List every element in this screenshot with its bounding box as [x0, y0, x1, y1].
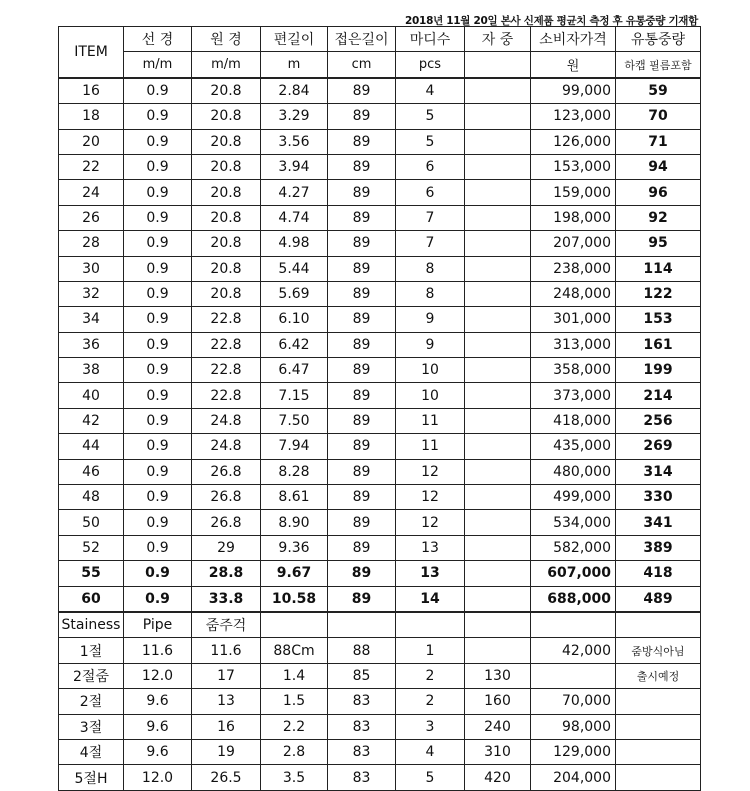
table-row	[59, 129, 701, 154]
cell-fold: 83	[328, 765, 396, 790]
cell-fold: 83	[328, 739, 396, 764]
cell-item: 50	[59, 510, 124, 535]
cell-dia: 17	[192, 663, 261, 688]
cell-price: 204,000	[531, 765, 616, 790]
header-folded: 접은길이	[328, 27, 396, 52]
header-item: ITEM	[59, 27, 124, 78]
cell-len: 8.28	[261, 459, 328, 484]
cell-weight: 96	[616, 180, 701, 205]
table-row	[59, 358, 701, 383]
cell-sec: 13	[396, 561, 465, 586]
unit-weight: 하캡 필름포함	[616, 52, 701, 78]
cell-wire: 9.6	[124, 714, 192, 739]
cell-fold: 89	[328, 180, 396, 205]
table-row	[59, 714, 701, 739]
cell-fold: 89	[328, 358, 396, 383]
cell-weight	[616, 765, 701, 790]
cell-dia: 20.8	[192, 256, 261, 281]
cell-sec: 4	[396, 78, 465, 104]
cell-item: 52	[59, 535, 124, 560]
cell-dia: 26.8	[192, 459, 261, 484]
cell-weight: 199	[616, 358, 701, 383]
cell-price: 248,000	[531, 281, 616, 306]
cell-item: 36	[59, 332, 124, 357]
cell-sec: 9	[396, 307, 465, 332]
cell-sec: 5	[396, 104, 465, 129]
cell-sec: 5	[396, 765, 465, 790]
table-row	[59, 383, 701, 408]
cell-self	[465, 129, 531, 154]
table-row	[59, 689, 701, 714]
unit-sections: pcs	[396, 52, 465, 78]
cell-wire: 0.9	[124, 408, 192, 433]
cell-self	[465, 307, 531, 332]
cell-sec: 10	[396, 383, 465, 408]
cell-len: 1.4	[261, 663, 328, 688]
cell-wire: 0.9	[124, 129, 192, 154]
cell-sec: 9	[396, 332, 465, 357]
cell-len: 9.67	[261, 561, 328, 586]
cell-price: 499,000	[531, 485, 616, 510]
cell-self: 240	[465, 714, 531, 739]
cell-self	[465, 535, 531, 560]
cell-item: 1절	[59, 638, 124, 663]
cell-price: 126,000	[531, 129, 616, 154]
cell-self	[465, 561, 531, 586]
cell-weight: 92	[616, 205, 701, 230]
cell-price: 688,000	[531, 586, 616, 612]
cell-weight: 214	[616, 383, 701, 408]
cell-item: 44	[59, 434, 124, 459]
cell-item: 20	[59, 129, 124, 154]
cell-len: 88Cm	[261, 638, 328, 663]
cell-wire: 0.9	[124, 307, 192, 332]
table-row	[59, 256, 701, 281]
cell-item: 38	[59, 358, 124, 383]
cell-price: 607,000	[531, 561, 616, 586]
cell-self	[465, 510, 531, 535]
cell-item: 2절	[59, 689, 124, 714]
unit-dia: m/m	[192, 52, 261, 78]
cell-price: 129,000	[531, 739, 616, 764]
cell-item: 16	[59, 78, 124, 104]
cell-wire: 0.9	[124, 383, 192, 408]
cell-price: 301,000	[531, 307, 616, 332]
cell-price: 373,000	[531, 383, 616, 408]
cell-self	[465, 332, 531, 357]
cell-weight: 418	[616, 561, 701, 586]
cell-weight: 330	[616, 485, 701, 510]
unit-folded: cm	[328, 52, 396, 78]
table-row	[59, 459, 701, 484]
cell-weight	[616, 714, 701, 739]
cell-dia: 26.8	[192, 485, 261, 510]
cell-weight: 489	[616, 586, 701, 612]
cell-weight: 70	[616, 104, 701, 129]
cell-fold: 89	[328, 535, 396, 560]
cell-weight: 314	[616, 459, 701, 484]
cell-wire: 0.9	[124, 586, 192, 612]
cell-weight	[616, 689, 701, 714]
cell-item: 42	[59, 408, 124, 433]
cell-self	[465, 281, 531, 306]
cell-dia: 28.8	[192, 561, 261, 586]
cell-weight: 122	[616, 281, 701, 306]
cell-weight: 256	[616, 408, 701, 433]
cell-price: 42,000	[531, 638, 616, 663]
cell-len: 3.29	[261, 104, 328, 129]
table-row	[59, 78, 701, 104]
cell-dia: 20.8	[192, 78, 261, 104]
cell-self	[465, 408, 531, 433]
cell-sec: 7	[396, 231, 465, 256]
cell-sec: 6	[396, 154, 465, 179]
cell-dia: 24.8	[192, 408, 261, 433]
cell-item: 60	[59, 586, 124, 612]
cell-dia: 22.8	[192, 383, 261, 408]
cell-dia: 22.8	[192, 332, 261, 357]
table-row	[59, 638, 701, 663]
cell-price	[531, 663, 616, 688]
cell-dia: 13	[192, 689, 261, 714]
cell-item: 24	[59, 180, 124, 205]
cell-self	[465, 459, 531, 484]
cell-item: 32	[59, 281, 124, 306]
cell-len: 6.47	[261, 358, 328, 383]
cell-len: 1.5	[261, 689, 328, 714]
cell-fold: 89	[328, 154, 396, 179]
unit-price: 원	[531, 52, 616, 78]
cell-dia: 20.8	[192, 154, 261, 179]
cell-len: 10.58	[261, 586, 328, 612]
cell-wire: 0.9	[124, 535, 192, 560]
cell-dia: 22.8	[192, 307, 261, 332]
cell-fold: 89	[328, 129, 396, 154]
cell-self	[465, 205, 531, 230]
cell-price: 313,000	[531, 332, 616, 357]
cell-self	[465, 434, 531, 459]
cell-dia: 20.8	[192, 281, 261, 306]
unit-wire: m/m	[124, 52, 192, 78]
cell-sec: 7	[396, 205, 465, 230]
cell-weight: 59	[616, 78, 701, 104]
cell-fold: 88	[328, 638, 396, 663]
header-dia: 원 경	[192, 27, 261, 52]
cell-self	[465, 256, 531, 281]
cell-len: 5.44	[261, 256, 328, 281]
cell-fold: 89	[328, 459, 396, 484]
cell-len: 4.74	[261, 205, 328, 230]
cell-wire: 0.9	[124, 78, 192, 104]
table-row	[59, 307, 701, 332]
table-row	[59, 663, 701, 688]
cell-dia: 20.8	[192, 104, 261, 129]
cell-wire: 0.9	[124, 485, 192, 510]
cell-price: 159,000	[531, 180, 616, 205]
cell-len: 7.94	[261, 434, 328, 459]
cell-sec: 14	[396, 586, 465, 612]
table-row	[59, 586, 701, 612]
table-row	[59, 205, 701, 230]
header-sections: 마디수	[396, 27, 465, 52]
cell-fold: 83	[328, 689, 396, 714]
cell-fold: 89	[328, 231, 396, 256]
cell-fold: 89	[328, 586, 396, 612]
cell-sec: 3	[396, 714, 465, 739]
cell-sec: 2	[396, 689, 465, 714]
cell-fold: 89	[328, 383, 396, 408]
cell-len: 2.8	[261, 739, 328, 764]
cell-self	[465, 383, 531, 408]
cell-weight: 출시예정	[616, 663, 701, 688]
cell-item: 40	[59, 383, 124, 408]
cell-wire: 0.9	[124, 510, 192, 535]
cell-wire: 0.9	[124, 281, 192, 306]
cell-sec: 13	[396, 535, 465, 560]
cell-sec: 4	[396, 739, 465, 764]
table-row	[59, 434, 701, 459]
stainless-label: Stainess	[59, 612, 124, 638]
cell-wire: 12.0	[124, 663, 192, 688]
cell-len: 3.56	[261, 129, 328, 154]
table-row	[59, 180, 701, 205]
cell-dia: 26.5	[192, 765, 261, 790]
cell-self	[465, 154, 531, 179]
cell-wire: 11.6	[124, 638, 192, 663]
cell-item: 30	[59, 256, 124, 281]
cell-item: 55	[59, 561, 124, 586]
cell-fold: 89	[328, 332, 396, 357]
cell-len: 6.10	[261, 307, 328, 332]
cell-wire: 0.9	[124, 104, 192, 129]
cell-len: 3.5	[261, 765, 328, 790]
header-weight: 유통중량	[616, 27, 701, 52]
cell-fold: 83	[328, 714, 396, 739]
cell-fold: 89	[328, 256, 396, 281]
cell-sec: 6	[396, 180, 465, 205]
table-row	[59, 485, 701, 510]
cell-fold: 89	[328, 510, 396, 535]
table-row	[59, 154, 701, 179]
cell-dia: 33.8	[192, 586, 261, 612]
unit-self-weight	[465, 52, 531, 78]
cell-fold: 89	[328, 307, 396, 332]
cell-dia: 19	[192, 739, 261, 764]
table-row	[59, 281, 701, 306]
cell-item: 3절	[59, 714, 124, 739]
table-row	[59, 104, 701, 129]
cell-self: 160	[465, 689, 531, 714]
cell-weight: 94	[616, 154, 701, 179]
cell-price: 98,000	[531, 714, 616, 739]
cell-dia: 26.8	[192, 510, 261, 535]
cell-self	[465, 358, 531, 383]
cell-fold: 89	[328, 104, 396, 129]
cell-dia: 16	[192, 714, 261, 739]
cell-wire: 9.6	[124, 689, 192, 714]
cell-wire: 0.9	[124, 231, 192, 256]
cell-len: 9.36	[261, 535, 328, 560]
header-self-weight: 자 중	[465, 27, 531, 52]
cell-sec: 8	[396, 256, 465, 281]
cell-weight	[616, 739, 701, 764]
cell-price: 198,000	[531, 205, 616, 230]
cell-len: 2.2	[261, 714, 328, 739]
cell-sec: 12	[396, 510, 465, 535]
cell-self	[465, 104, 531, 129]
cell-wire: 0.9	[124, 332, 192, 357]
cell-wire: 0.9	[124, 256, 192, 281]
cell-len: 7.50	[261, 408, 328, 433]
unit-length: m	[261, 52, 328, 78]
cell-wire: 0.9	[124, 154, 192, 179]
cell-price: 238,000	[531, 256, 616, 281]
cell-len: 4.27	[261, 180, 328, 205]
stainless-pipe-label: Pipe	[124, 612, 192, 638]
cell-item: 46	[59, 459, 124, 484]
cell-len: 8.61	[261, 485, 328, 510]
table-row	[59, 231, 701, 256]
cell-sec: 11	[396, 434, 465, 459]
cell-sec: 11	[396, 408, 465, 433]
cell-price: 358,000	[531, 358, 616, 383]
table-row	[59, 332, 701, 357]
cell-dia: 20.8	[192, 205, 261, 230]
cell-price: 582,000	[531, 535, 616, 560]
cell-self	[465, 485, 531, 510]
cell-sec: 12	[396, 485, 465, 510]
cell-sec: 12	[396, 459, 465, 484]
cell-price: 480,000	[531, 459, 616, 484]
cell-price: 534,000	[531, 510, 616, 535]
cell-weight: 269	[616, 434, 701, 459]
cell-fold: 89	[328, 485, 396, 510]
cell-wire: 12.0	[124, 765, 192, 790]
table-row	[59, 739, 701, 764]
cell-sec: 8	[396, 281, 465, 306]
cell-dia: 29	[192, 535, 261, 560]
cell-len: 6.42	[261, 332, 328, 357]
header-price: 소비자가격	[531, 27, 616, 52]
cell-self: 420	[465, 765, 531, 790]
cell-wire: 9.6	[124, 739, 192, 764]
stainless-bottom-label: 줌주걱	[192, 612, 261, 638]
cell-sec: 10	[396, 358, 465, 383]
cell-weight: 줌방식아님	[616, 638, 701, 663]
cell-weight: 161	[616, 332, 701, 357]
cell-wire: 0.9	[124, 358, 192, 383]
cell-dia: 22.8	[192, 358, 261, 383]
table-row	[59, 535, 701, 560]
cell-sec: 1	[396, 638, 465, 663]
cell-self	[465, 231, 531, 256]
cell-len: 2.84	[261, 78, 328, 104]
cell-weight: 114	[616, 256, 701, 281]
cell-wire: 0.9	[124, 180, 192, 205]
cell-fold: 89	[328, 281, 396, 306]
cell-fold: 85	[328, 663, 396, 688]
cell-item: 26	[59, 205, 124, 230]
cell-wire: 0.9	[124, 205, 192, 230]
cell-weight: 389	[616, 535, 701, 560]
cell-dia: 24.8	[192, 434, 261, 459]
cell-sec: 2	[396, 663, 465, 688]
cell-price: 435,000	[531, 434, 616, 459]
cell-item: 18	[59, 104, 124, 129]
cell-item: 28	[59, 231, 124, 256]
cell-item: 2절줌	[59, 663, 124, 688]
cell-weight: 153	[616, 307, 701, 332]
cell-item: 4절	[59, 739, 124, 764]
cell-wire: 0.9	[124, 561, 192, 586]
cell-fold: 89	[328, 434, 396, 459]
cell-item: 22	[59, 154, 124, 179]
table-row	[59, 765, 701, 790]
cell-self	[465, 180, 531, 205]
cell-item: 48	[59, 485, 124, 510]
cell-len: 5.69	[261, 281, 328, 306]
cell-fold: 89	[328, 561, 396, 586]
cell-price: 70,000	[531, 689, 616, 714]
cell-fold: 89	[328, 408, 396, 433]
cell-dia: 20.8	[192, 231, 261, 256]
cell-item: 5절H	[59, 765, 124, 790]
cell-self	[465, 586, 531, 612]
cell-dia: 11.6	[192, 638, 261, 663]
cell-price: 418,000	[531, 408, 616, 433]
stainless-header-row	[59, 612, 701, 638]
cell-fold: 89	[328, 78, 396, 104]
table-row	[59, 561, 701, 586]
cell-self: 310	[465, 739, 531, 764]
cell-len: 4.98	[261, 231, 328, 256]
cell-price: 153,000	[531, 154, 616, 179]
cell-price: 207,000	[531, 231, 616, 256]
cell-len: 3.94	[261, 154, 328, 179]
header-length: 편길이	[261, 27, 328, 52]
cell-weight: 95	[616, 231, 701, 256]
cell-fold: 89	[328, 205, 396, 230]
cell-len: 8.90	[261, 510, 328, 535]
cell-self	[465, 78, 531, 104]
header-wire: 선 경	[124, 27, 192, 52]
cell-weight: 71	[616, 129, 701, 154]
cell-self: 130	[465, 663, 531, 688]
cell-price: 123,000	[531, 104, 616, 129]
spec-table	[58, 26, 701, 791]
cell-len: 7.15	[261, 383, 328, 408]
cell-self	[465, 638, 531, 663]
cell-dia: 20.8	[192, 129, 261, 154]
cell-wire: 0.9	[124, 459, 192, 484]
cell-wire: 0.9	[124, 434, 192, 459]
cell-weight: 341	[616, 510, 701, 535]
cell-price: 99,000	[531, 78, 616, 104]
cell-item: 34	[59, 307, 124, 332]
top-note: 2018년 11월 20일 본사 신제품 평균치 측정 후 유통중량 기재함	[405, 15, 698, 27]
table-row	[59, 510, 701, 535]
table-row	[59, 408, 701, 433]
cell-sec: 5	[396, 129, 465, 154]
cell-dia: 20.8	[192, 180, 261, 205]
